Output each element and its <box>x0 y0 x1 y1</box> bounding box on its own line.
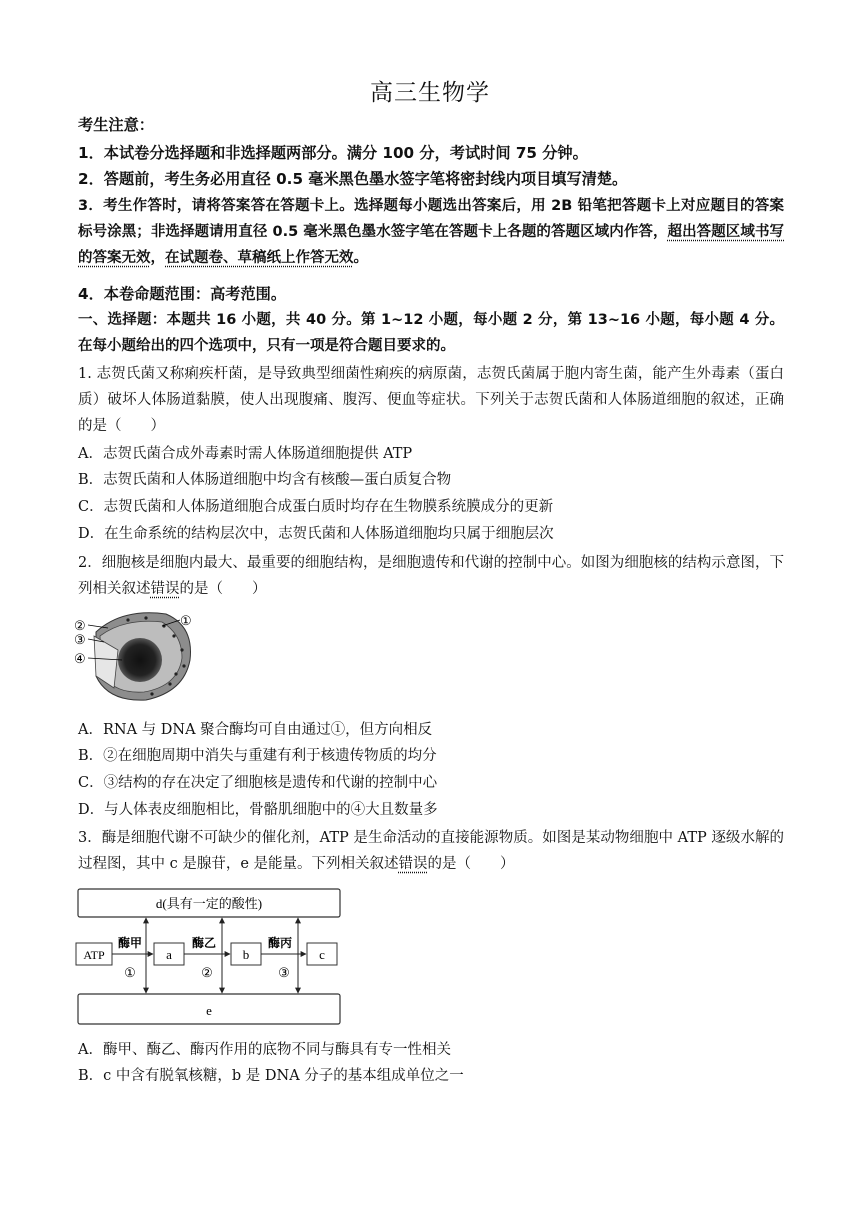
q1-option-c: C．志贺氏菌和人体肠道细胞合成蛋白质时均存在生物膜系统膜成分的更新 <box>78 499 554 515</box>
notice-item-4: 4．本卷命题范围：高考范围。 <box>78 285 287 303</box>
enzyme-3-label: 酶丙 <box>267 936 293 950</box>
box-b-label: b <box>242 947 250 962</box>
label-2: ② <box>74 618 86 633</box>
q2-option-d: D．与人体表皮细胞相比，骨骼肌细胞中的④大且数量多 <box>78 802 438 818</box>
q2-option-c: C．③结构的存在决定了细胞核是遗传和代谢的控制中心 <box>78 775 438 791</box>
enzyme-2-label: 酶乙 <box>191 936 217 950</box>
nucleolus-shape <box>118 638 162 682</box>
q3-stem-text: 3．酶是细胞代谢不可缺少的催化剂，ATP 是生命活动的直接能源物质。如图是某动物细胞中 ATP 逐级水解的过程图，其中 c 是腺苷，e 是能量。下列相关叙述 <box>78 830 784 872</box>
q2-stem <box>78 550 784 602</box>
q1-stem: 1. 志贺氏菌又称痢疾杆菌，是导致典型细菌性痢疾的病原菌，志贺氏菌属于胞内寄生菌，能产生外毒素（蛋白质）破坏人体肠道黏膜，使人出现腹痛、腹泻、便血等症状。下列关于志贺氏菌和人体肠道细胞的叙述，正确的是（ ） <box>78 366 784 434</box>
box-d-label: d(具有一定的酸性) <box>155 896 263 911</box>
label-3: ③ <box>74 632 86 647</box>
label-4: ④ <box>74 651 86 666</box>
q2-option-b: B．②在细胞周期中消失与重建有利于核遗传物质的均分 <box>78 748 437 764</box>
q2-stem-end: 的是（ ） <box>179 581 267 597</box>
notice-item-3-emphasis-1: 超出答题区域书写的答案无效 <box>78 224 785 266</box>
step-2-label: ② <box>201 965 213 980</box>
section-1-heading: 一、选择题：本题共 16 小题，共 40 分。第 1~12 小题，每小题 2 分，第 13~16 小题，每小题 4 分。在每小题给出的四个选项中，只有一项是符合题目要求的。 <box>78 312 784 354</box>
q1-option-d: D．在生命系统的结构层次中，志贺氏菌和人体肠道细胞均只属于细胞层次 <box>78 526 554 542</box>
nucleus-diagram <box>74 606 202 706</box>
q2-stem-emphasis: 错误 <box>150 581 180 597</box>
q3-stem-end: 的是（ ） <box>427 856 515 872</box>
notice-item-3-end: 。 <box>353 250 368 266</box>
box-c-label: c <box>319 947 325 962</box>
page-title: 高三生物学 <box>370 80 490 106</box>
step-3-label: ③ <box>278 965 290 980</box>
q1-option-a: A．志贺氏菌合成外毒素时需人体肠道细胞提供 ATP <box>78 446 413 462</box>
box-e-label: e <box>206 1003 212 1018</box>
enzyme-1-label: 酶甲 <box>117 936 143 950</box>
notice-item-3-text: 3．考生作答时，请将答案答在答题卡上。选择题每小题选出答案后，用 2B 铅笔把答题卡上对应题目的答案标号涂黑；非选择题请用直径 0.5 毫米黑色墨水签字笔在答题卡上各题的答题区域内作答， <box>78 198 784 240</box>
notice-item-3-comma: ， <box>150 250 165 266</box>
notice-heading: 考生注意： <box>78 116 154 134</box>
q1-option-b: B．志贺氏菌和人体肠道细胞中均含有核酸—蛋白质复合物 <box>78 472 452 488</box>
label-1: ① <box>180 613 192 628</box>
step-1-label: ① <box>124 965 136 980</box>
notice-item-1: 1．本试卷分选择题和非选择题两部分。满分 100 分，考试时间 75 分钟。 <box>78 144 588 162</box>
q2-option-a: A．RNA 与 DNA 聚合酶均可自由通过①，但方向相反 <box>78 722 433 738</box>
q3-stem-emphasis: 错误 <box>398 856 428 872</box>
q3-stem <box>78 825 784 877</box>
q2-stem-text: 2．细胞核是细胞内最大、最重要的细胞结构，是细胞遗传和代谢的控制中心。如图为细胞核的结构示意图，下列相关叙述 <box>78 555 784 597</box>
notice-item-3-emphasis-2: 在试题卷、草稿纸上作答无效 <box>165 250 354 266</box>
q3-option-a: A．酶甲、酶乙、酶丙作用的底物不同与酶具有专一性相关 <box>78 1042 451 1058</box>
notice-item-3 <box>78 193 784 271</box>
box-a-label: a <box>166 947 172 962</box>
box-atp-label: ATP <box>83 948 105 962</box>
q3-option-b: B．c 中含有脱氧核糖，b 是 DNA 分子的基本组成单位之一 <box>78 1068 464 1084</box>
atp-hydrolysis-diagram <box>74 886 344 1028</box>
notice-item-2: 2．答题前，考生务必用直径 0.5 毫米黑色墨水签字笔将密封线内项目填写清楚。 <box>78 170 628 188</box>
